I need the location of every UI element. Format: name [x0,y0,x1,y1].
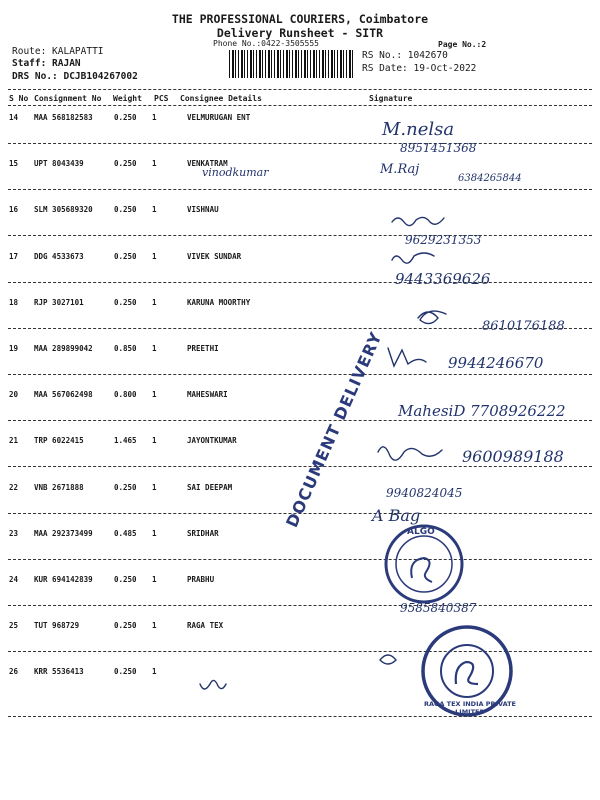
signature-text: vinodkumar [202,166,269,179]
row-consignment-no: RJP 3027101 [34,298,84,307]
row-sno: 15 [9,159,19,168]
rs-number: RS No.: 1042670 [362,50,448,61]
col-signature: Signature [369,94,413,103]
row-pcs: 1 [152,483,157,492]
row-consignment-no: MAA 567062498 [34,390,93,399]
row-consignee: SAI DEEPAM [187,483,233,492]
row-sno: 18 [9,298,19,307]
signature-text: 9629231353 [405,233,482,247]
row-weight: 0.250 [114,159,137,168]
row-consignment-no: UPT 8043439 [34,159,84,168]
signature-text: A Bag [372,506,421,525]
row-sno: 24 [9,575,19,584]
row-consignee: VELMURUGAN ENT [187,113,251,122]
row-pcs: 1 [152,667,157,676]
page-number: Page No.:2 [438,40,487,49]
rs-date: RS Date: 19-Oct-2022 [362,63,477,74]
row-consignment-no: TRP 6022415 [34,436,84,445]
row-weight: 0.850 [114,344,137,353]
row-weight: 0.250 [114,667,137,676]
row-pcs: 1 [152,205,157,214]
raga-stamp-text: RAGA TEX INDIA PRIVATE LIMITED [424,700,516,716]
row-sno: 19 [9,344,19,353]
row-consignee: JAYONTKUMAR [187,436,237,445]
staff: Staff: RAJAN [12,58,81,69]
row-sno: 20 [9,390,19,399]
route: Route: KALAPATTI [12,46,104,57]
row-consignment-no: MAA 289899042 [34,344,93,353]
row-consignment-no: TUT 968729 [34,621,80,630]
signature-text: 9585840387 [400,601,477,615]
row-pcs: 1 [152,390,157,399]
row-consignment-no: DDG 4533673 [34,252,84,261]
row-consignment-no: KRR 5536413 [34,667,84,676]
signature-text: 8951451368 [400,141,477,155]
row-sno: 16 [9,205,19,214]
signature-text: M.nelsa [382,119,455,140]
company-title: THE PROFESSIONAL COURIERS, Coimbatore [171,12,429,26]
row-sno: 26 [9,667,19,676]
row-sno: 17 [9,252,19,261]
signature-text: 9600989188 [462,447,564,466]
row-pcs: 1 [152,298,157,307]
row-sno: 25 [9,621,19,630]
col-consignee: Consignee Details [180,94,262,103]
col-sno: S No [9,94,29,103]
row-weight: 0.800 [114,390,137,399]
row-consignment-no: KUR 694142839 [34,575,93,584]
row-pcs: 1 [152,159,157,168]
row-pcs: 1 [152,621,157,630]
row-weight: 0.250 [114,252,137,261]
row-weight: 0.250 [114,621,137,630]
row-weight: 0.250 [114,205,137,214]
row-pcs: 1 [152,575,157,584]
runsheet-subtitle: Delivery Runsheet - SITR [216,26,384,40]
col-consignment: Consignment No [34,94,102,103]
phone-number: Phone No.:0422-3505555 [213,39,319,48]
col-weight: Weight [113,94,142,103]
signature-text: 9940824045 [386,486,463,500]
signature-text: 6384265844 [458,173,522,184]
drs-number: DRS No.: DCJB104267002 [12,71,138,82]
row-consignee: VENKATRAM [187,159,228,168]
row-pcs: 1 [152,529,157,538]
signature-text: 9944246670 [448,354,544,372]
row-weight: 0.250 [114,298,137,307]
row-weight: 0.250 [114,575,137,584]
row-consignee: RAGA TEX [187,621,224,630]
row-pcs: 1 [152,113,157,122]
signature-text: 8610176188 [482,319,565,334]
algo-stamp-text: ALGO [407,527,435,537]
row-consignee: PRABHU [187,575,215,584]
row-consignment-no: MAA 568182583 [34,113,93,122]
signature-text: MahesiD 7708926222 [398,402,566,420]
row-weight: 1.465 [114,436,137,445]
row-weight: 0.250 [114,113,137,122]
signature-text: 9443369626 [395,270,491,288]
row-consignee: MAHESWARI [187,390,228,399]
row-consignee: KARUNA MOORTHY [187,298,251,307]
document-delivery-stamp: DOCUMENT DELIVERY [282,328,386,531]
row-weight: 0.250 [114,483,137,492]
row-consignee: SRIDHAR [187,529,219,538]
col-pcs: PCS [154,94,169,103]
row-sno: 23 [9,529,19,538]
row-consignment-no: SLM 305689320 [34,205,93,214]
row-pcs: 1 [152,436,157,445]
row-consignee: PREETHI [187,344,219,353]
row-consignee: VISHNAU [187,205,219,214]
row-consignee: VIVEK SUNDAR [187,252,242,261]
row-sno: 14 [9,113,19,122]
row-sno: 22 [9,483,19,492]
row-consignment-no: MAA 292373499 [34,529,93,538]
row-pcs: 1 [152,252,157,261]
row-weight: 0.485 [114,529,137,538]
divider [8,716,592,717]
signature-text: M.Raj [380,162,420,177]
row-consignment-no: VNB 2671888 [34,483,84,492]
row-sno: 21 [9,436,19,445]
row-pcs: 1 [152,344,157,353]
